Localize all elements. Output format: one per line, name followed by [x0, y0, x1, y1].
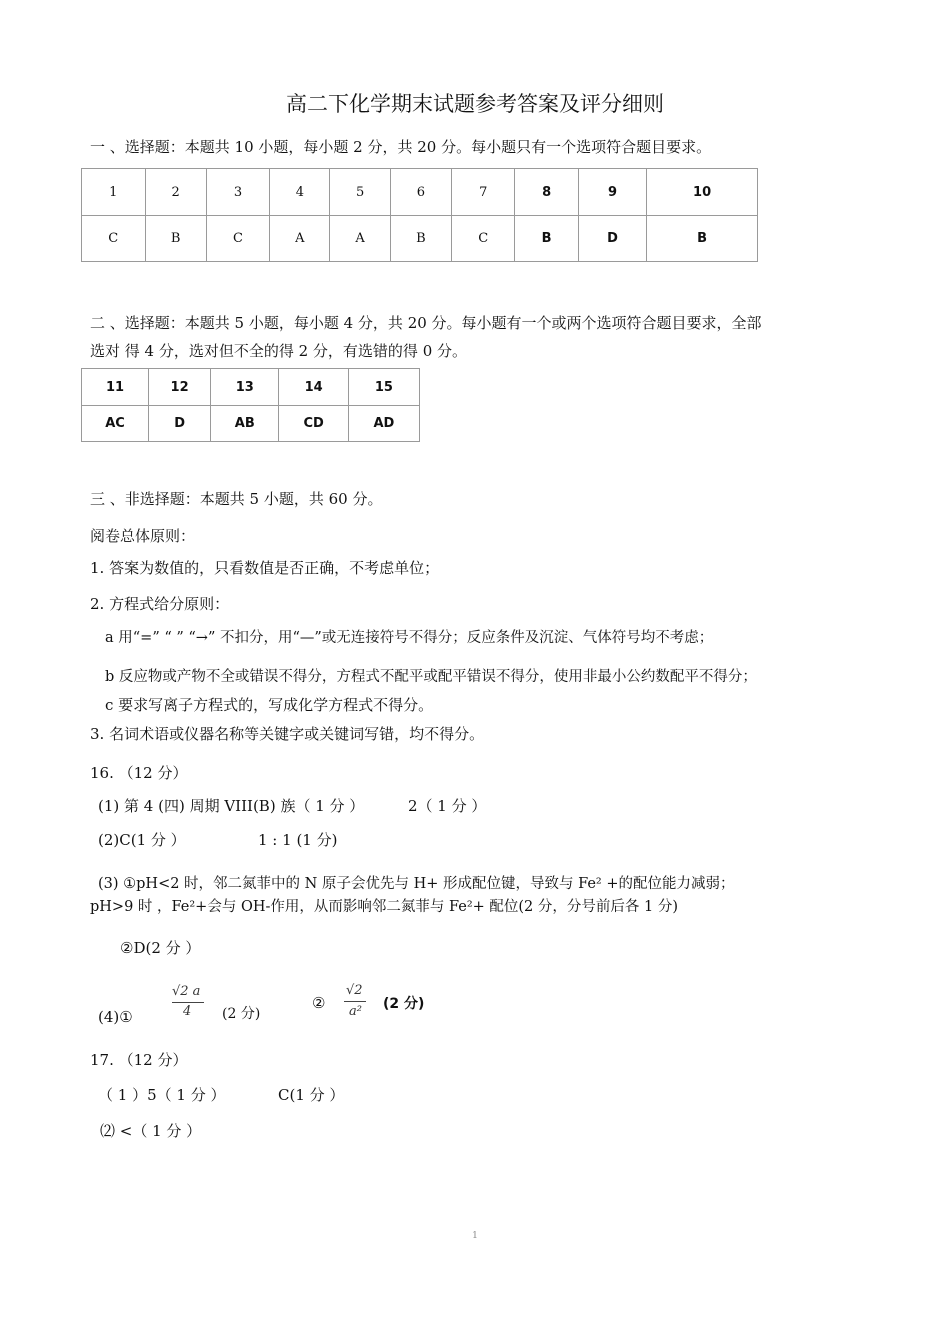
fraction-numerator: √2 a — [172, 984, 201, 999]
table-cell: D — [149, 406, 211, 442]
table-cell: B — [515, 216, 578, 262]
table-cell: 9 — [578, 169, 646, 216]
table-cell: CD — [279, 406, 348, 442]
table-cell: 1 — [82, 169, 146, 216]
table-cell: B — [647, 216, 758, 262]
q16-part3-line1: (3) ①pH<2 时，邻二氮菲中的 N 原子会优先与 H+ 形成配位键，导致与 Fe² +的配位能力减弱； — [98, 876, 735, 892]
section1-answer-table — [81, 168, 758, 262]
rule-2b: b 反应物或产物不全或错误不得分，方程式不配平或配平错误不得分，使用非最小公约数配平不得分； — [105, 669, 757, 685]
table-cell: 2 — [145, 169, 206, 216]
table-row-numbers — [82, 169, 758, 216]
fraction-numerator: √2 — [346, 983, 363, 998]
table-cell: 11 — [82, 369, 149, 406]
q16-part4-label-2: ② — [312, 994, 326, 1012]
section2-answer-table — [81, 368, 420, 442]
table-cell: C — [206, 216, 270, 262]
table-cell: D — [578, 216, 646, 262]
fraction-denominator: a² — [349, 1004, 362, 1019]
table-cell: AB — [211, 406, 279, 442]
table-cell: B — [145, 216, 206, 262]
rule-3: 3. 名词术语或仪器名称等关键字或关键词写错，均不得分。 — [90, 725, 485, 743]
section2-heading-line2: 选对 得 4 分，选对但不全的得 2 分，有选错的得 0 分。 — [90, 342, 468, 360]
table-row-answers — [82, 216, 758, 262]
table-cell: 4 — [270, 169, 330, 216]
fraction-bar — [344, 1001, 366, 1002]
table-cell: C — [82, 216, 146, 262]
table-cell: C — [451, 216, 515, 262]
table-cell: AC — [82, 406, 149, 442]
q16-title: 16. （12 分） — [90, 764, 188, 782]
table-row-answers — [82, 406, 420, 442]
rule-2: 2. 方程式给分原则： — [90, 595, 230, 613]
fraction-denominator: 4 — [183, 1004, 192, 1019]
q16-part4-label: (4)① — [98, 1008, 133, 1026]
table-cell: 10 — [647, 169, 758, 216]
q17-part2: ⑵ <（ 1 分 ） — [100, 1122, 202, 1140]
section1-heading: 一 、选择题：本题共 10 小题，每小题 2 分，共 20 分。每小题只有一个选项符合题目要求。 — [90, 138, 712, 156]
fraction-bar — [172, 1002, 204, 1003]
q17-title: 17. （12 分） — [90, 1051, 188, 1069]
rule-1: 1. 答案为数值的，只看数值是否正确，不考虑单位； — [90, 559, 440, 577]
table-row-numbers — [82, 369, 420, 406]
table-cell: 5 — [330, 169, 390, 216]
table-cell: B — [390, 216, 451, 262]
table-cell: AD — [348, 406, 419, 442]
q17-part1-b: C(1 分 ） — [278, 1086, 345, 1104]
q16-part2-a: (2)C(1 分 ） — [98, 831, 186, 849]
table-cell: A — [270, 216, 330, 262]
page-number: 1 — [472, 1231, 478, 1241]
q16-part3-b: ②D(2 分 ） — [120, 939, 201, 957]
table-cell: 15 — [348, 369, 419, 406]
q16-part4-points-2: (2 分) — [383, 996, 425, 1012]
table-cell: 3 — [206, 169, 270, 216]
q16-part2-b: 1 : 1 (1 分) — [258, 831, 338, 849]
table-cell: 6 — [390, 169, 451, 216]
rule-2c: c 要求写离子方程式的，写成化学方程式不得分。 — [105, 696, 434, 714]
q16-part4-points-1: (2 分) — [222, 1006, 261, 1022]
q16-part1-b: 2（ 1 分 ） — [408, 797, 487, 815]
table-cell: 13 — [211, 369, 279, 406]
table-cell: A — [330, 216, 390, 262]
section3-heading: 三 、非选择题：本题共 5 小题，共 60 分。 — [90, 490, 383, 508]
principles-title: 阅卷总体原则： — [90, 527, 196, 545]
section2-heading-line1: 二 、选择题：本题共 5 小题，每小题 4 分，共 20 分。每小题有一个或两个选项符合题目要求，全部 — [90, 314, 762, 332]
q17-part1-a: （ 1 ）5（ 1 分 ） — [98, 1086, 226, 1104]
page-title: 高二下化学期末试题参考答案及评分细则 — [286, 92, 664, 116]
table-cell: 14 — [279, 369, 348, 406]
table-cell: 8 — [515, 169, 578, 216]
q16-part1-a: (1) 第 4 (四) 周期 VIII(B) 族（ 1 分 ） — [98, 797, 365, 815]
table-cell: 12 — [149, 369, 211, 406]
rule-2a: a 用“=” “ ” “→” 不扣分，用“—”或无连接符号不得分；反应条件及沉淀、气体符号均不考虑； — [105, 630, 714, 646]
table-cell: 7 — [451, 169, 515, 216]
q16-part3-line2: pH>9 时 ，Fe²+会与 OH-作用，从而影响邻二氮菲与 Fe²+ 配位(2 分，分号前后各 1 分) — [90, 899, 678, 915]
